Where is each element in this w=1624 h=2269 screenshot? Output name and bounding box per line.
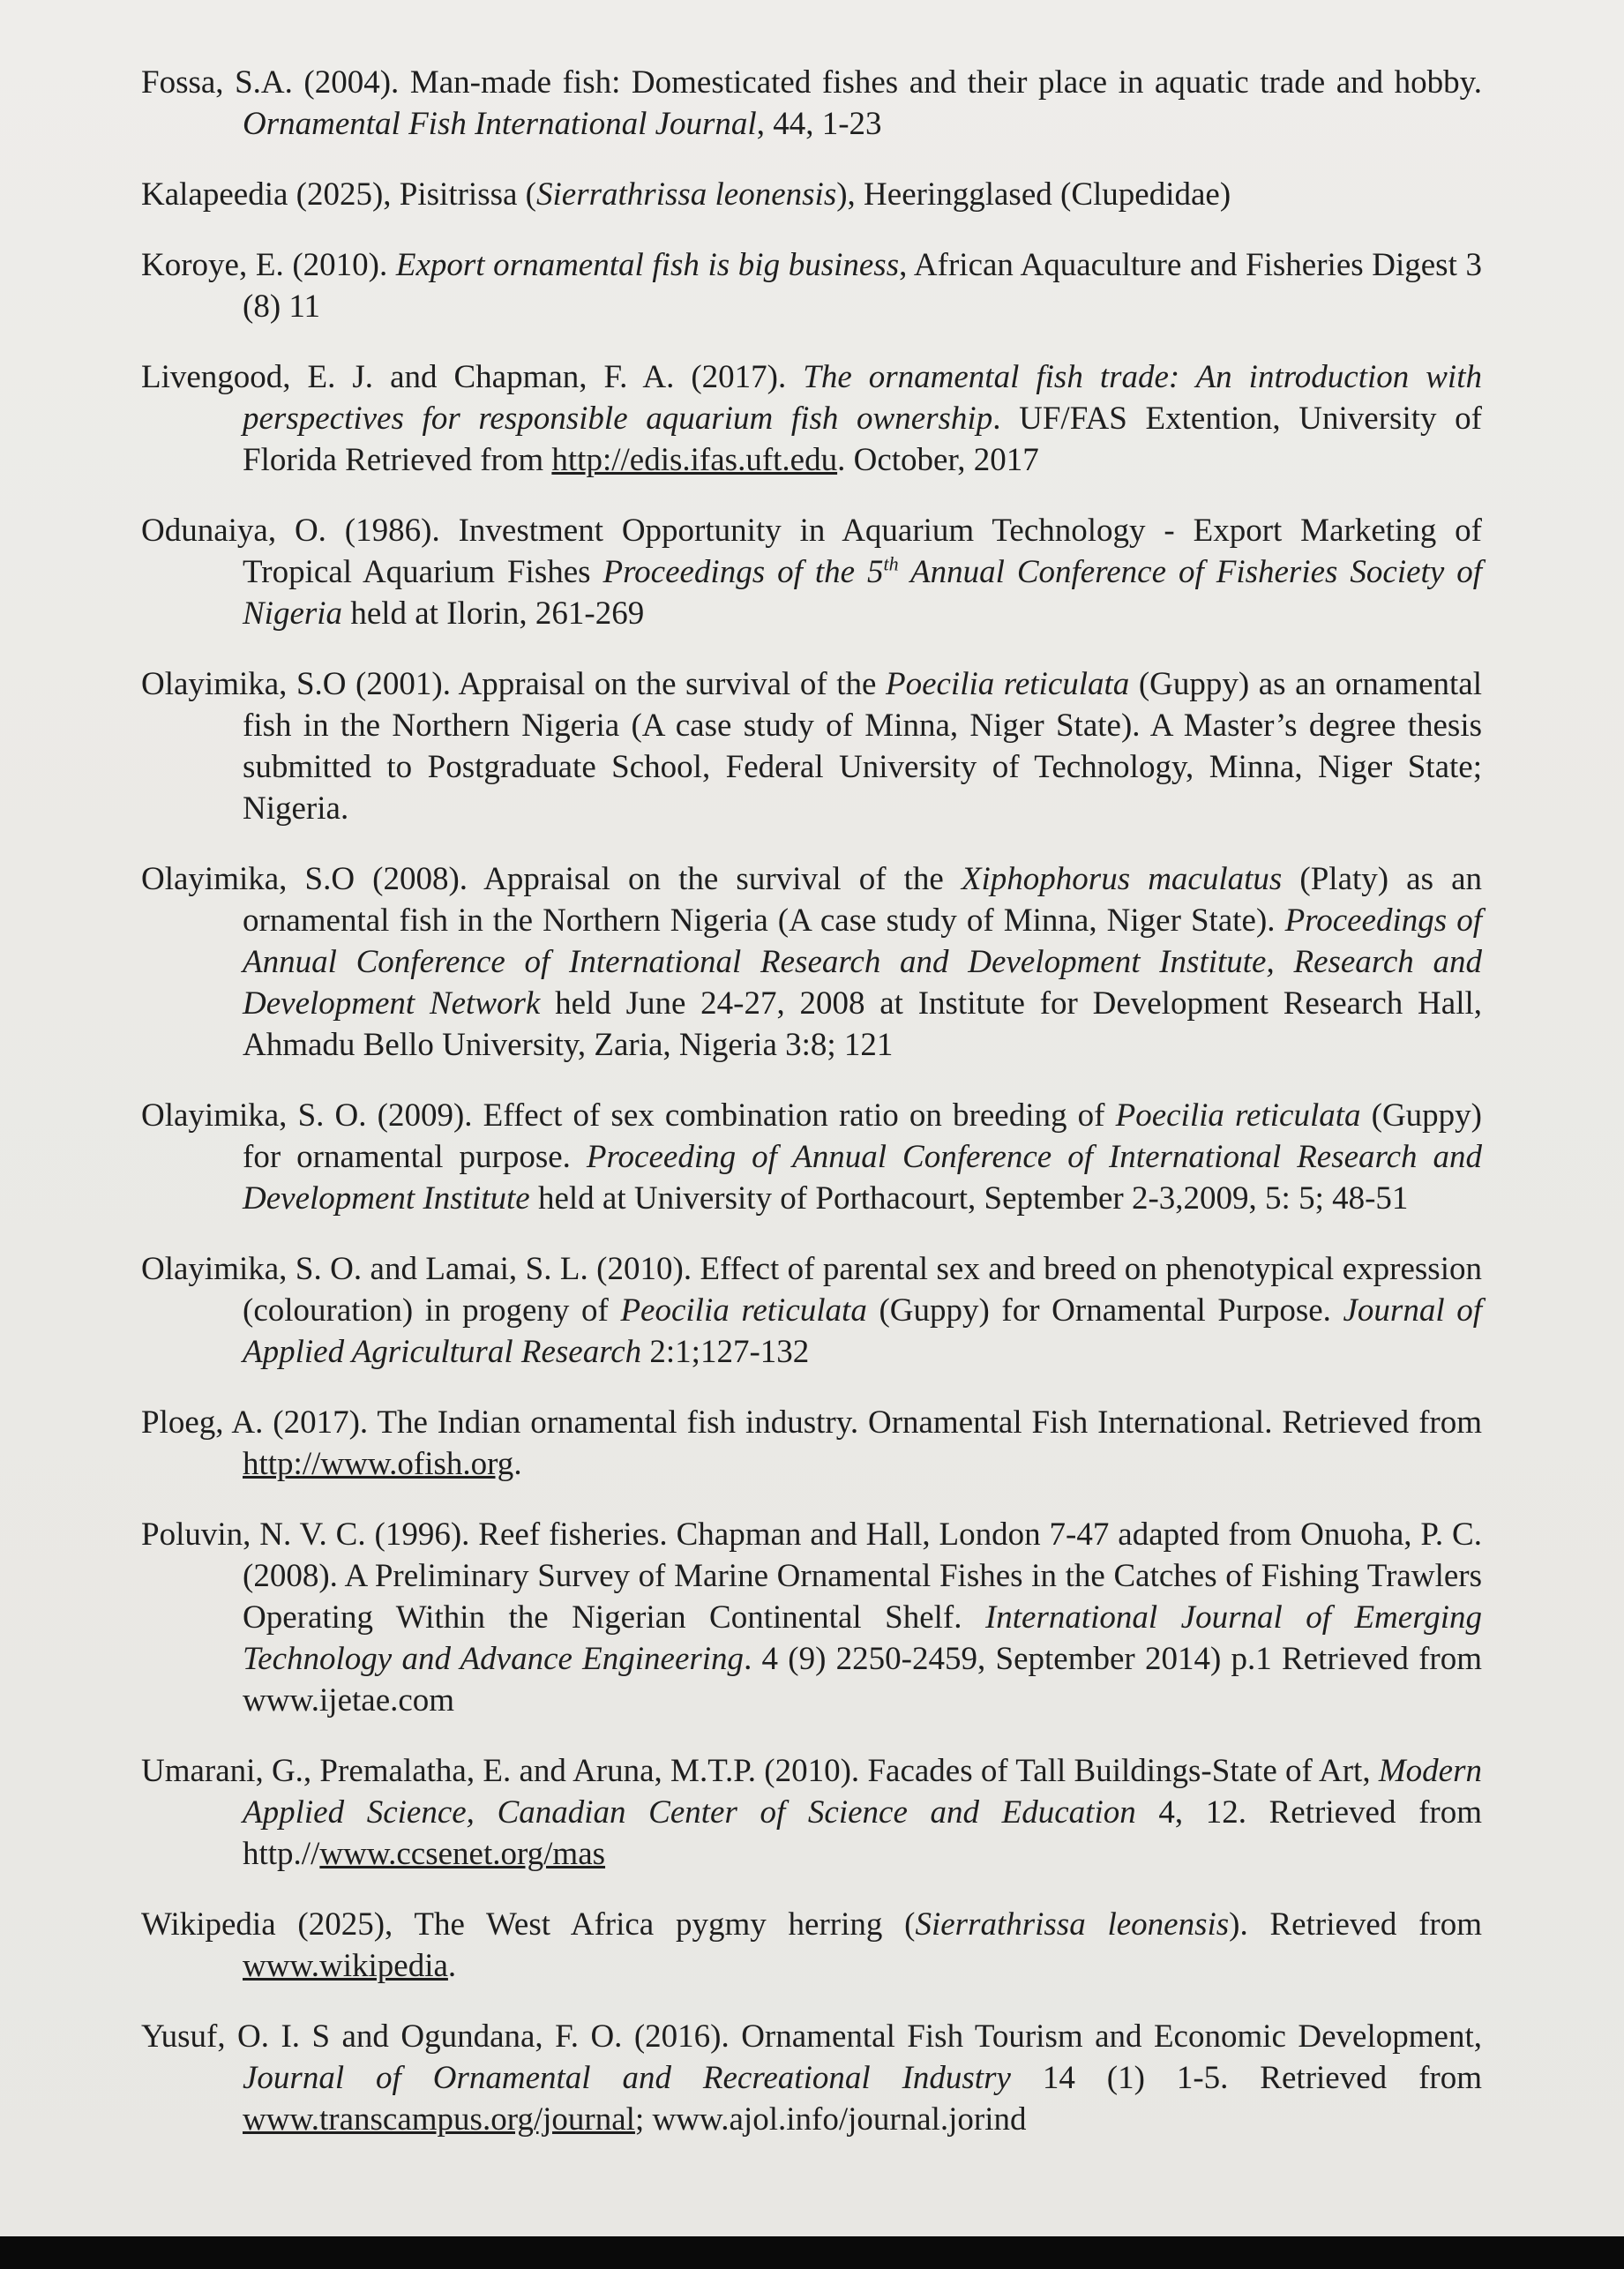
ref-tail: 2:1;127-132 bbox=[641, 1334, 810, 1370]
ref-journal: Journal of Ornamental and Recreational Industry bbox=[243, 2060, 1011, 2096]
ref-text: Investment Opportunity in Aquarium Technology - Export Marketing of Tropical Aquarium Fishes bbox=[243, 513, 1482, 590]
ref-text: Effect of sex combination ratio on breeding of bbox=[472, 1097, 1116, 1134]
scan-bottom-edge bbox=[0, 2236, 1624, 2269]
ref-tail: held at Ilorin, 261-269 bbox=[342, 595, 645, 632]
reference-poluvin-1996 bbox=[141, 1514, 1482, 1721]
reference-livengood-2017 bbox=[141, 356, 1482, 481]
ref-tail: (Guppy) as an ornamental fish in the Northern Nigeria (A case study of Minna, Niger State). A Master’s degree thesis submitted to Postgraduate School, Federal University of Technology, Minna, Niger State; Nigeria. bbox=[243, 666, 1483, 827]
ref-journal: Modern Applied Science, Canadian Center of Science and Education bbox=[243, 1753, 1482, 1831]
reference-olayimika-2001 bbox=[141, 663, 1482, 829]
ref-text: Facades of Tall Buildings-State of Art, bbox=[859, 1753, 1379, 1789]
reference-fossa-2004 bbox=[141, 62, 1482, 145]
ref-author: Olayimika, S.O (2008). bbox=[141, 861, 468, 897]
ref-mid: (Guppy) for Ornamental Purpose. bbox=[866, 1292, 1343, 1329]
ref-text: Man-made fish: Domesticated fishes and their place in aquatic trade and hobby. bbox=[399, 64, 1482, 101]
ref-text: The West Africa pygmy herring ( bbox=[393, 1906, 916, 1943]
ref-tail: . bbox=[447, 1948, 457, 1984]
ref-species: Xiphophorus maculatus bbox=[961, 861, 1283, 897]
reference-odunaiya-1986 bbox=[141, 510, 1482, 634]
ref-species: Poecilia reticulata bbox=[885, 666, 1130, 702]
reference-wikipedia-2025 bbox=[141, 1904, 1482, 1987]
ref-title: The ornamental fish trade: An introduction with perspectives for responsible aquarium fish ownership bbox=[243, 359, 1482, 437]
ref-journal: Proceedings of Annual Conference of International Research and Development Institute, Research and Development Network bbox=[243, 902, 1482, 1022]
ref-author: Wikipedia (2025), bbox=[141, 1906, 393, 1943]
reference-umarani-2010 bbox=[141, 1750, 1482, 1875]
ref-tail: held June 24-27, 2008 at Institute for Development Research Hall, Ahmadu Bello University, Zaria, Nigeria 3:8; 121 bbox=[243, 985, 1482, 1063]
ref-journal: Ornamental Fish International Journal bbox=[243, 106, 757, 142]
ref-author: Koroye, E. (2010). bbox=[141, 247, 388, 283]
reference-olayimika-2008 bbox=[141, 858, 1482, 1066]
ref-link[interactable]: http://edis.ifas.uft.edu bbox=[551, 442, 838, 478]
ref-text: . UF/FAS Extention, University of Florida Retrieved from bbox=[243, 401, 1483, 478]
ref-species: Sierrathrissa leonensis bbox=[915, 1906, 1230, 1943]
ref-author: Livengood, E. J. and Chapman, F. A. (2017). bbox=[141, 359, 787, 395]
ref-link[interactable]: http://www.ofish.org bbox=[243, 1446, 514, 1482]
reference-olayimika-lamai-2010 bbox=[141, 1248, 1482, 1373]
ref-tail: . 4 (9) 2250-2459, September 2014) p.1 Retrieved from www.ijetae.com bbox=[243, 1641, 1482, 1719]
ref-text: Effect of parental sex and breed on phenotypical expression (colouration) in progeny of bbox=[243, 1251, 1482, 1329]
ref-author: Odunaiya, O. (1986). bbox=[141, 513, 440, 549]
ref-text: Ornamental Fish Tourism and Economic Development, bbox=[729, 2018, 1482, 2055]
ref-mid: ). Retrieved from bbox=[1229, 1906, 1482, 1943]
reference-ploeg-2017 bbox=[141, 1402, 1482, 1485]
ref-author: Yusuf, O. I. S and Ogundana, F. O. (2016). bbox=[141, 2018, 730, 2055]
ref-author: Kalapeedia (2025), bbox=[141, 176, 392, 213]
ref-mid: (Guppy) for ornamental purpose. bbox=[243, 1097, 1482, 1175]
ref-text: Reef fisheries. Chapman and Hall, London 7-47 adapted from Onuoha, P. C. (2008). A Preliminary Survey of Marine Ornamental Fishes in the Catches of Fishing Trawlers Operating Within the Nigerian Continental Shelf. bbox=[243, 1516, 1482, 1636]
ref-author: Olayimika, S. O. (2009). bbox=[141, 1097, 473, 1134]
ref-superscript: th bbox=[883, 552, 899, 575]
ref-link[interactable]: www.ccsenet.org/mas bbox=[319, 1836, 606, 1872]
ref-author: Ploeg, A. (2017). bbox=[141, 1404, 369, 1441]
ref-title: Export ornamental fish is big business bbox=[387, 247, 900, 283]
ref-link[interactable]: www.wikipedia bbox=[243, 1948, 448, 1984]
ref-tail: held at University of Porthacourt, September 2-3,2009, 5: 5; 48-51 bbox=[529, 1180, 1409, 1217]
reference-olayimika-2009 bbox=[141, 1095, 1482, 1219]
ref-species: Peocilia reticulata bbox=[620, 1292, 867, 1329]
ref-proceedings: Proceedings of the 5 bbox=[602, 554, 884, 590]
ref-journal: International Journal of Emerging Technology and Advance Engineering bbox=[243, 1599, 1482, 1677]
reference-koroye-2010 bbox=[141, 244, 1482, 327]
ref-journal: Journal of Applied Agricultural Research bbox=[243, 1292, 1482, 1370]
reference-yusuf-2016 bbox=[141, 2016, 1482, 2140]
ref-author: Poluvin, N. V. C. (1996). bbox=[141, 1516, 470, 1553]
ref-text: Pisitrissa ( bbox=[391, 176, 537, 213]
ref-text: Appraisal on the survival of the bbox=[450, 666, 886, 702]
ref-mid: (Platy) as an ornamental fish in the Northern Nigeria (A case study of Minna, Niger State). bbox=[243, 861, 1483, 939]
reference-list bbox=[141, 62, 1482, 2169]
ref-text: The Indian ornamental fish industry. Ornamental Fish International. Retrieved from bbox=[368, 1404, 1482, 1441]
ref-author: Fossa, S.A. (2004). bbox=[141, 64, 400, 101]
ref-journal: Proceeding of Annual Conference of International Research and Development Institute bbox=[243, 1139, 1482, 1217]
ref-author: Olayimika, S. O. and Lamai, S. L. (2010). bbox=[141, 1251, 692, 1287]
ref-species: Poecilia reticulata bbox=[1115, 1097, 1361, 1134]
ref-mid: 4, 12. Retrieved from http.// bbox=[243, 1794, 1483, 1872]
ref-tail: ; www.ajol.info/journal.jorind bbox=[634, 2101, 1027, 2138]
ref-tail: . bbox=[513, 1446, 522, 1482]
ref-author: Olayimika, S.O (2001). bbox=[141, 666, 451, 702]
reference-kalapeedia-2025 bbox=[141, 174, 1482, 215]
ref-author: Umarani, G., Premalatha, E. and Aruna, M.T.P. (2010). bbox=[141, 1753, 860, 1789]
ref-link[interactable]: www.transcampus.org/journal bbox=[243, 2101, 635, 2138]
ref-species: Sierrathrissa leonensis bbox=[536, 176, 837, 213]
ref-tail: . October, 2017 bbox=[837, 442, 1039, 478]
ref-text: Appraisal on the survival of the bbox=[468, 861, 962, 897]
ref-tail: , African Aquaculture and Fisheries Digest 3 (8) 11 bbox=[243, 247, 1482, 325]
ref-tail: ), Heeringglased (Clupedidae) bbox=[836, 176, 1231, 213]
ref-mid: 14 (1) 1-5. Retrieved from bbox=[1010, 2060, 1482, 2096]
ref-tail: , 44, 1-23 bbox=[756, 106, 882, 142]
ref-proceedings-cont: Annual Conference of Fisheries Society of Nigeria bbox=[243, 554, 1482, 632]
